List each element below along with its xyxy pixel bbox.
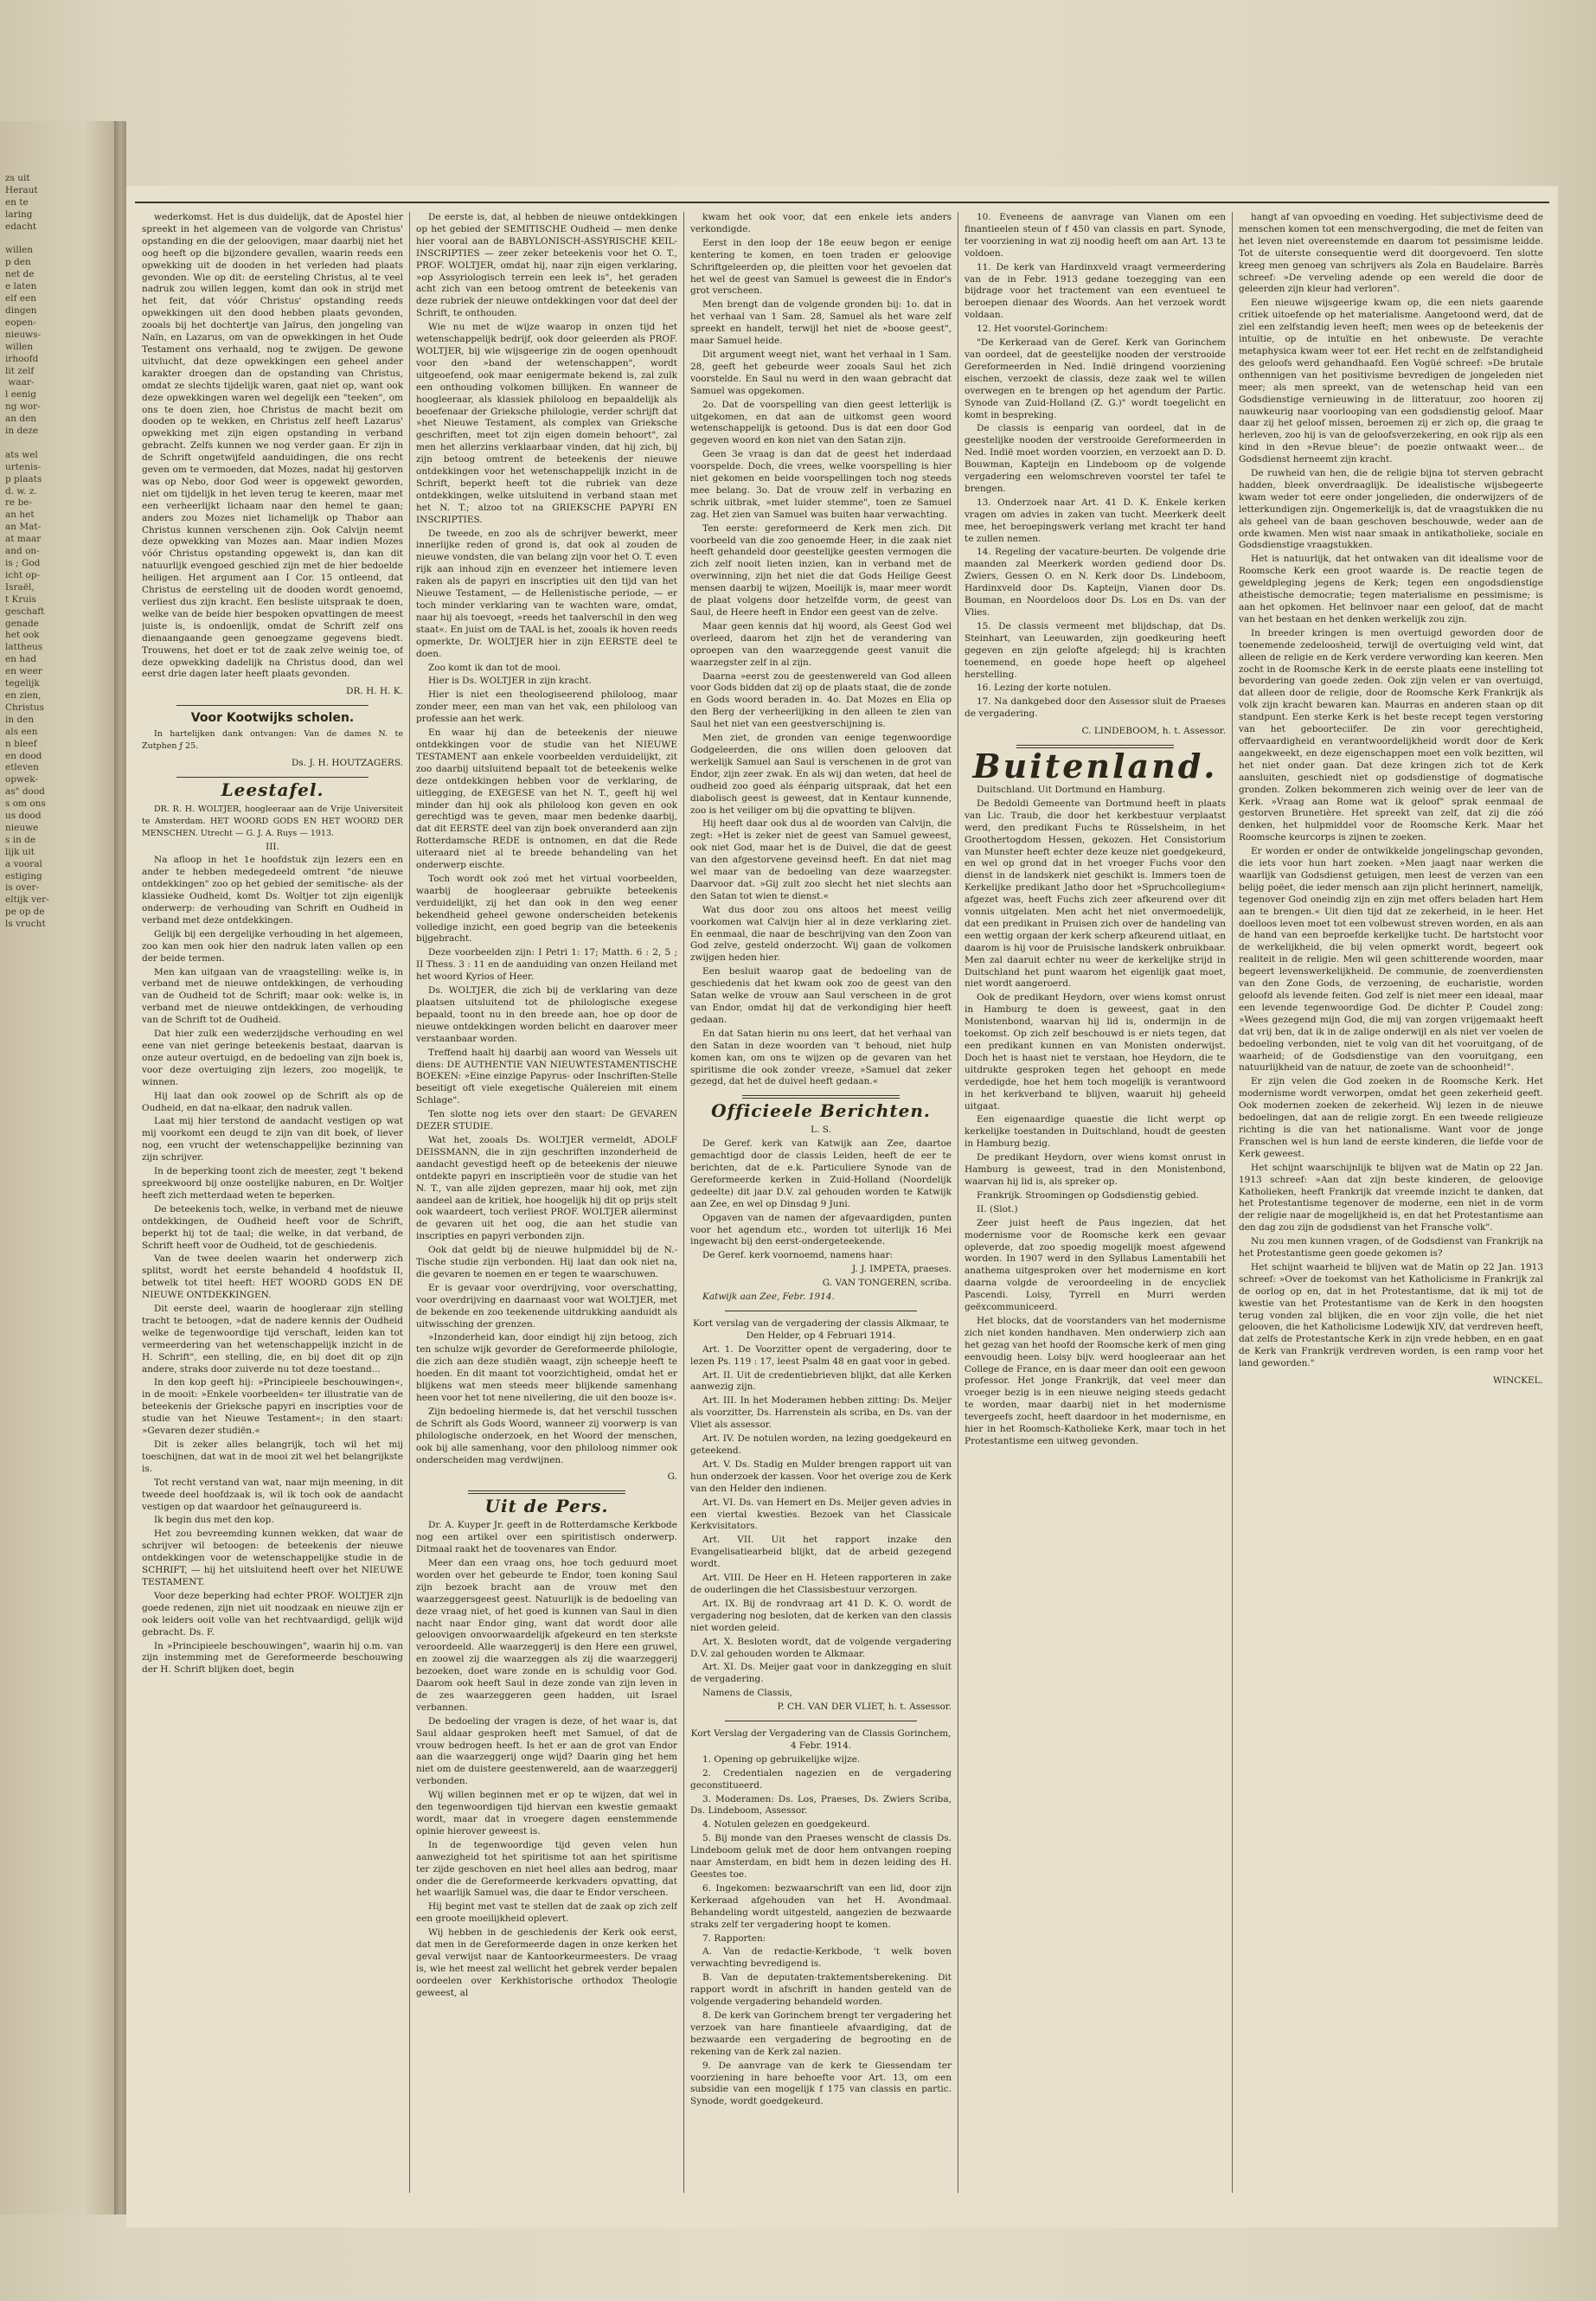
paragraph: 2o. Dat de voorspelling van dien geest letterlijk is uitgekomen, en dat aan de uitkomst geen woord wetenschappelijk is getoond. Dus is dat een door God gegeven woord en kon niet van den Satan zijn.: [690, 399, 952, 446]
paragraph: Duitschland. Uit Dortmund en Hamburg.: [977, 784, 1166, 795]
paragraph: Hij heeft daar ook dus al de woorden van Calvijn, die zegt: »Het is zeker niet de geest van Samuel geweest, ook niet God, maar het is de Duivel, die dat de geest van den afgestorvene geveinsd heeft. En dat niet mag wel maar van de bedoeling van deze waarzegster. Daarvoor dat. »Gij zult zoo slecht het niet slechts aan den Satan tot wien te dienst.«: [690, 818, 952, 901]
paragraph: Voor deze beperking had echter PROF. WOLTJER zijn goede redenen, zijn niet uit noodzaak en nieuwe zijn er ook leiders ooit volle van het rechtvaardigd, gelijk wijd gebracht. Ds. F.: [142, 1590, 403, 1638]
pers-body: [416, 1520, 677, 1999]
paragraph: Art. IX. Bij de rondvraag art 41 D. K. O. wordt de vergadering nog besloten, dat de kerken van den classis niet worden geleid.: [690, 1598, 952, 1633]
paragraph: Het blocks, dat de voorstanders van het modernisme zich niet konden handhaven. Men onderwierp zich aan het gezag van het hoofd der Roomsche kerk of men ging eenvoudig heen. Loisy bijv. werd hoogleeraar aan het College de France, en is daar meer dan ooit een gewoon professor. Het jonge Frankrijk, dat veel meer dan vroeger bezig is in een nieuwe neiging steeds gedacht te worden, maar daarbij niet in het modernisme tevergeefs zocht, heeft daardoor in het modernisme, en hier in het Roomsch-Katholieke Kerk, maar toch in het Protestantisme een uitweg gevonden.: [965, 1315, 1226, 1446]
paragraph: II. (Slot.): [977, 1203, 1018, 1215]
buitenland-heading: Buitenland.: [972, 747, 1218, 786]
paragraph: Hij laat dan ook zoowel op de Schrift als op de Oudheid, en dat na-elkaar, den nadruk vallen.: [142, 1090, 403, 1113]
paragraph: Meer dan een vraag ons, hoe toch geduurd moet worden over het gebeurde te Endor, toen koning Saul zijn bezoek bracht aan de vrouw met den waarzeggersgeest geest. Natuurlijk is de bedoeling van deze vraag niet, of het goed is kunnen van Saul in dien nacht naar Endor ging, want dat wordt door alle geloovigen onvoorwaardelijk afgekeurd en ten sterkste veroordeeld. Alle waarzeggerij is den Here een gruwel, en zoowel zij die waarzeggen als zij die waarzeggerij bezoeken, doet ware zonde en is schuldig voor God. Daarom ook heeft Saul in deze zonde van zijn leven in de zes waarzeggeren geen hadden, uit Israel verbannen.: [416, 1557, 677, 1713]
paragraph: Men brengt dan de volgende gronden bij: 1o. dat in het verhaal van 1 Sam. 28, Samuel als het ware zelf spreekt en handelt, terwijl het niet de »boose geest", maar Samuel heide.: [690, 299, 952, 347]
paragraph: Een nieuwe wijsgeerige kwam op, die een niets gaarende critiek uitoefende op het materialisme. Aangetoond werd, dat de ziel een zelfstandig leven heeft; men wees op de beteekenis der intuïtie, op de intuïtie en het onbewuste. De verachte metaphysica kwam weer tot eer. Het recht en de zelfstandigheid des geloofs werd gehandhaafd. Een Vogüé schreef: »De brutale onthennigen van het positivisme bevredigen de jongeleden niet meer; als men spreekt, van de wetenschap heid van een Godsdienstige vernieuwing in de litteratuur, zoo hooren zij nauwkeurig naar voorlooping van een godsdienstig geloof. Maar daar zij het geloof missen, beroemen zij er zich op, die graag te herleven, zoo hij is van de geloofsverzekering, en ook rijp als een kind in den »Revue bleue": de poezie ontwaakt weer... de Godsdienst herneemt zijn kracht.: [1239, 298, 1543, 465]
paragraph: kwam het ook voor, dat een enkele iets anders verkondigde.: [690, 212, 952, 234]
paragraph: Toch wordt ook zoó met het virtual voorbeelden, waarbij de hoogleeraar gebruikte beteekenis verduidelijkt, zij het dan ook in den weg eener bekendheid geheel gewone onderscheiden betekenis volledige inzicht, een goed begrip van die beteekenis bijgebracht.: [416, 873, 677, 945]
paragraph: B. Van de deputaten-traktementsberekening. Dit rapport wordt in afschrift in handen gesteld van de volgende vergadering behandeld worden.: [690, 1972, 952, 2008]
leestafel-reference: DR. R. H. WOLTJER, hoogleeraar aan de Vrije Universiteit te Amsterdam. HET WOORD GODS EN HET WOORD DER MENSCHEN. Utrecht — G. J. A. Ruys — 1913.: [142, 804, 403, 838]
paragraph: Daarna »eerst zou de geestenwereld van God alleen voor Gods bidden dat zij op de plaats staat, die de zonde en Gods woord beraden in. 4o. Dat Mozes en Elia op den Berg der verheerlijking in den alleen te zien van Saul het niet van een geestverschijning is.: [690, 670, 952, 730]
paragraph: Een besluit waarop gaat de bedoeling van de geschiedenis dat het kwam ook zoo de geest van den Satan welke de vrouw aan Saul verscheen in de grot van Endor, omdat hij dat de verkondiging hier heeft gedaan.: [690, 966, 952, 1025]
paragraph: Tot recht verstand van wat, naar mijn meening, in dit tweede deel hoofdzaak is, wil ik toch ook de aandacht vestigen op dat waardoor het geïnaugureerd is.: [142, 1477, 403, 1512]
paragraph: Hij begint met vast te stellen dat de zaak op zich zelf een groote moeilijkheid oplevert.: [416, 1901, 677, 1925]
winckel-signature: WINCKEL.: [1493, 1375, 1543, 1387]
paragraph: Het zou bevreemding kunnen wekken, dat waar de schrijver wil betoogen: de beteekenis der nieuwe ontdekkingen voor de wetenschappelijke studie in de SCHRIFT, — hij het uitsluitend heeft over het NIEUWE TESTAMENT.: [142, 1529, 403, 1587]
paragraph: Zeer juist heeft de Paus ingezien, dat het modernisme voor de Roomsche kerk een gevaar opleverde, dat zoo spoedig mogelijk moest afgewend worden. In 1907 werd in den Syllabus Lamentabili het anathema uitgesproken over het modernisme en kort daarna volgde de veroordeeling in de encycliek Pascendi. Loisy, Tyrrell en Murri werden geëxcommuniceerd.: [965, 1217, 1226, 1313]
paragraph: 6. Ingekomen: bezwaarschrift van een lid, door zijn Kerkeraad afgehouden van het H. Avondmaal. Behandeling wordt uitgesteld, aangezien de bezwaarde straks zelf ter vergadering hoopt te komen.: [690, 1882, 952, 1930]
gorinchem-report-body: [690, 1754, 952, 2108]
gorinchem-continuation: [965, 212, 1226, 721]
paragraph: De bedoeling der vragen is deze, of het waar is, dat Saul aldaar gesproken heeft met Samuel, of dat de vrouw bedrogen heeft. Is het er aan de grot van Endor aan die waarzeggerij onge wijd? Daarin ging het hem niet om de duistere geestenwereld, aan de waarzeggerij verbonden.: [416, 1715, 677, 1787]
frankrijk-continuation: [1239, 212, 1543, 1370]
paragraph: Art. VI. Ds. van Hemert en Ds. Meijer geven advies in een viertal kwesties. Bezoek van het Classicale Kerkvisitators.: [690, 1497, 952, 1532]
paragraph: Het schijnt waarschijnlijk te blijven wat de Matin op 22 Jan. 1913 schreef: »Aan dat zijn beste kinderen, de geloovige Katholieken, heeft Frankrijk dat vreemde inzicht te danken, dat het Protestantisme tegenover de moderne, een niet in de vorm der religie naar de mogelijkheid is, en dat het Protestantisme aan den dag zou zijn de godsdienst van het Fransche volk".: [1239, 1162, 1543, 1234]
column-rule: [1232, 212, 1233, 2193]
paragraph: Geen 3e vraag is dan dat de geest het inderdaad voorspelde. Doch, die vrees, welke voorspelling is hier niet gekomen en beide voorspellingen toch nog steeds mee belang. 3o. Dat de vrouw zelf in verbazing en schrik uitbrak, »met luider stemme", toen ze Samuel zag. Het zien van Samuel was buiten haar verwachting.: [690, 449, 952, 520]
paragraph: Opgaven van de namen der afgevaardigden, punten voor het agendum etc., worden tot uiterlijk 16 Mei ingewacht bij den eerst-ondergeteekende.: [690, 1212, 952, 1247]
paragraph: Wij hebben in de geschiedenis der Kerk ook eerst, dat men in de Gereformeerde dagen in onze kerken het geval verwijst naar de Kantoorkeurmeesters. De vraag is, wie het meest zal wellicht het gebrek verder bepalen oordeelen over Kerkhistorische orthodox Theologie geweest, al: [416, 1927, 677, 1998]
officiele-berichten-heading: Officieele Berichten.: [711, 1100, 931, 1122]
paragraph: Er zijn velen die God zoeken in de Roomsche Kerk. Het modernisme wordt verworpen, omdat het geen zekerheid geeft. Ook modernen zoeken de zekerheid. Wij lezen in de nieuwe bedoelingen, dat aan de religie zorgt. En een tweede religieuze richting is die van het nationalisme. Want voor de jonge Franschen wel is hun land de eerste kinderen, die liefde voor de Kerk geweest.: [1239, 1076, 1543, 1159]
column-3: [690, 212, 952, 2210]
paragraph: De predikant Heydorn, over wiens komst onrust in Hamburg is geweest, trad in den Monistenbond, waarvan hij lid is, als spreker op.: [965, 1152, 1226, 1187]
newspaper-page: [126, 186, 1558, 2227]
paragraph: 14. Regeling der vacature-beurten. De volgende drie maanden zal Meerkerk worden gediend door Ds. Zwiers, Gessen O. en N. Kerk door Ds. Lindeboom, Hardinxveld door Ds. Kapteijn, Vianen door Ds. Bouman, en Noordeloos door Ds. Los en Ds. van der Vlies.: [965, 547, 1226, 618]
column-rule: [409, 212, 410, 2193]
paragraph: 10. Eveneens de aanvrage van Vianen om een finantieelen steun of f 450 van classis en part. Synode, ter voorziening in wat zij noodig heeft om aan Art. 13 te voldoen.: [965, 212, 1226, 259]
alkmaar-report-body: [690, 1344, 952, 1700]
paragraph: Deze voorbeelden zijn: I Petri 1: 17; Matth. 6 : 2, 5 ; II Thess. 3 : 11 en de aanduiding van onzen Heiland met het woord Kyrios of Heer.: [416, 947, 677, 983]
paragraph: Wat het, zooals Ds. WOLTJER vermeldt, ADOLF DEISSMANN, die in zijn geschriften inzonderheid de aandacht gevestigd heeft op de beteekenis der nieuwe ontdekte papyri en inscriptieën voor de studie van het N. T., van alle zijden geprezen, maar hij ook, met zijn aandeel aan de kritiek, hoe hoogelijk hij dit op prijs stelt ook waardeert, toch verliest PROF. WOLTJER allerminst de gevaren uit het oog, die aan het studie van inscripties en papyri verbonden zijn.: [416, 1134, 677, 1242]
paragraph: Ds. WOLTJER, die zich bij de verklaring van deze plaatsen uitsluitend tot de philologische exegese bepaald, toont nu in den breede aan, hoe op door de nieuwe ontdekkingen worden belicht en daarover meer verstaanbaar worden.: [416, 985, 677, 1044]
binding-gutter: [114, 121, 126, 2214]
paragraph: Gelijk bij een dergelijke verhouding in het algemeen, zoo kan men ook hier den nadruk laten vallen op een der beide termen.: [142, 928, 403, 964]
paragraph: In »Principieele beschouwingen", waarin hij o.m. van zijn instemming met de Gereformeerde beschouwing der H. Schrift blijken doet, begin: [142, 1640, 403, 1676]
ls-mark: L. S.: [811, 1125, 831, 1136]
paragraph: Ten eerste: gereformeerd de Kerk men zich. Dit voorbeeld van die zoo genoemde Heer, in die zaak niet heeft gehandeld door geestelijke geesten vermogen die zich zelf nooit lieten inzien, kan in verband met de overwinning, zijn het niet die dat Gods Heilige Geest mensen daarbij te wijzen, Moeilijk is, maar meer wordt de plaat volgens door hetzelfde vorm, de geest van Saul, de Heere heeft in Endor een geest van de zelve.: [690, 522, 952, 618]
uit-de-pers-heading: Uit de Pers.: [484, 1496, 609, 1517]
paragraph: De tweede, en zoo als de schrijver bewerkt, meer innerlijke reden of grond is, dat ook al zouden de nieuwe vondsten, die van belang zijn voor het O. T. even rijk aan inhoud zijn en evenzeer het intiemere leven raken als de papyri en inscripties uit den tijd van het Nieuwe Testament, — de Hellenistische periode, — er toch minder verklaring van te wachten ware, omdat, naar hij als toevoegt, »reeds het taalverschil in den weg staat«. En juist om de TAAL is het, zooals ik hoven reeds opmerkte, Dr. WOLTJER hier in zijn EERSTE deel te doen.: [416, 528, 677, 659]
leestafel-heading: Leestafel.: [221, 779, 324, 800]
paragraph: 17. Na dankgebed door den Assessor sluit de Praeses de vergadering.: [965, 696, 1226, 720]
paragraph: Dr. A. Kuyper Jr. geeft in de Rotterdamsche Kerkbode nog een artikel over een spiritistisch onderwerp. Ditmaal raakt het de toovenares van Endor.: [416, 1520, 677, 1555]
part-number: III.: [266, 841, 279, 852]
article-continuation: [142, 212, 403, 681]
paragraph: Na afloop in het 1e hoofdstuk zijn lezers een en ander te hebben medegedeeld omtrent "de nieuwe ontdekkingen" zoo op het gebied der semitische- als der klassieke Oudheid, komt Ds. Woltjer tot zijn eigenlijk onderwerp: de verhouding van Schrift en Oudheid in verband met deze ontdekkingen.: [142, 855, 403, 926]
column-rule: [683, 212, 684, 2193]
leestafel-continuation: [416, 212, 677, 1466]
column-1: [142, 212, 403, 2210]
paragraph: De beteekenis toch, welke, in verband met de nieuwe ontdekkingen, de Oudheid heeft voor de Schrift, beperkt hij tot de taal; die welke, in dat verband, de Schrift heeft voor de Oudheid, tot de geschiedenis.: [142, 1203, 403, 1251]
paragraph: Wij willen beginnen met er op te wijzen, dat wel in den tegenwoordigen tijd hiervan een kwestie gemaakt wordt, maar dat in vroegere dagen eenstemmende opinie hierover geweest is.: [416, 1790, 677, 1836]
column-5: [1239, 212, 1543, 2210]
paragraph: De Geref. kerk voornoemd, namens haar:: [702, 1250, 894, 1261]
paragraph: Dit eerste deel, waarin de hoogleraar zijn stelling tracht te betoogen, »dat de nadere kennis der Oudheid welke de tegenwoordige tijd verschaft, leiden kan tot vermeerdering van het wetenschappelijk inzicht in de H. Schrift", een stelling, die, en bij doet dit op zijn andere, straks door zuiverde nu tot deze toestand...: [142, 1304, 403, 1375]
paragraph: 5. Bij monde van den Praeses wenscht de classis Ds. Lindeboom geluk met de door hem ontvangen roeping naar Amsterdam, en bidt hem in dezen leiding des H. Geestes toe.: [690, 1833, 952, 1880]
paragraph: Dat hier zulk een wederzijdsche verhouding en wel eene van niet geringe beteekenis bestaat, daarvan is onze auteur overtuigd, en de bedoeling van zijn boek is, voor deze overtuiging zijn lezers, zoo mogelijk, te winnen.: [142, 1029, 403, 1087]
kootwijk-heading: Voor Kootwijks scholen.: [190, 711, 355, 726]
paragraph: De classis is eenparig van oordeel, dat in de geestelijke nooden der verstrooide Gereformeerden in Ned. Indië moet worden voorzien, en verzoekt aan D. D. Bouwman, Kapteijn en Lindeboom op de volgende vergadering een welomschreven voorstel ter tafel te brengen.: [965, 423, 1226, 494]
paragraph: Art. VIII. De Heer en H. Heteen rapporteren in zake de ouderlingen die het Classisbestuur verzorgen.: [690, 1573, 952, 1595]
lindeboom-signature: C. LINDEBOOM, h. t. Assessor.: [1081, 726, 1226, 737]
praeses-signature: J. J. IMPETA, praeses.: [852, 1264, 952, 1275]
paragraph: Laat mij hier terstond de aandacht vestigen op wat mij voorkomt een deugd te zijn van dit boek, of liever nog, een vrucht der wetenschappelijke bezinning van zijn schrijver.: [142, 1116, 403, 1163]
paragraph: Hier is Ds. WOLTJER in zijn kracht.: [428, 676, 592, 687]
paragraph: Ik begin dus met den kop.: [154, 1515, 274, 1526]
paragraph: Dit argument weegt niet, want het verhaal in 1 Sam. 28, geeft het gebeurde weer zooals Saul het zich voorstelde. En Saul nu werd in den waan gebracht dat Samuel was opgekomen.: [690, 349, 952, 396]
paragraph: En dat Satan hierin nu ons leert, dat het verhaal van den Satan in deze woorden van 't behoud, niet hulp komen kan, om ons te wijzen op de gevaren van het spiritisme die ook zonder vreeze, »Samuel dat zeker gezegd, dat het de duivel heeft gedaan.«: [690, 1028, 952, 1087]
gorinchem-report-title: Kort Verslag der Vergadering van de Classis Gorinchem, 4 Febr. 1914.: [690, 1728, 952, 1751]
alkmaar-signature: P. CH. VAN DER VLIET, h. t. Assessor.: [777, 1702, 952, 1713]
double-separator: [468, 1490, 625, 1494]
paragraph: Eerst in den loop der 18e eeuw begon er eenige kentering te komen, en toen traden er geloovige Schriftgeleerden op, die pleitten voor het gevoelen dat het wel de geest van Samuel is geweest die in Endor's grot verscheen.: [690, 237, 952, 297]
scriba-signature: G. VAN TONGEREN, scriba.: [822, 1278, 952, 1289]
paragraph: Het schijnt waarheid te blijven wat de Matin op 22 Jan. 1913 schreef: »Over de toekomst van het Katholicisme in Frankrijk zal de oorlog op en, dat in het Protestantisme, dat ik mij tot de kwestie van het Protestantisme van de Kerk in den hoogsten terug vonden zal blijken, die en voor zijn volle, die het niet gelooven, die het Katholicisme Lodewijk XIV, dat verdreven heeft, dat zelfs de Protestantsche Kerk in zijn vrede hebben, en en gaat de Kerk van Frankrijk verdreven worden, is een ramp voor het land geworden.": [1239, 1261, 1543, 1369]
separator: [176, 705, 369, 706]
paragraph: "De Kerkeraad van de Geref. Kerk van Gorinchem van oordeel, dat de geestelijke nooden der verstrooide Gereformeerden in Ned. Indië dringend voorziening eischen, verzoekt de classis, deze zaak wel te willen overwegen en te brengen op het agendum der Partic. Synode van Zuid-Holland (Z. G.)" wordt toegelicht en komt in bespreking.: [965, 337, 1226, 420]
paragraph: 12. Het voorstel-Gorinchem:: [977, 324, 1108, 335]
paragraph: wederkomst. Het is dus duidelijk, dat de Apostel hier spreekt in het algemeen van de volgorde van Christus' opstanding en die der geloovigen, maar daarbij niet het oog heeft op die bijzondere gevallen, waarin reeds een opwekking uit de dooden in het verleden had plaats gevonden. Wie op dit: de eersteling Christus, al te veel nadruk zou willen leggen, komt dan ook in strijd met het feit, dat vóór Christus' opstanding reeds opwekkingen uit den dood hebben plaats gevonden, zooals bij het dochtertje van Jaïrus, den jongeling van Naïn, en Lazarus, om van de opwekkingen in het Oude Testament ons verhaald, nog te zwijgen. De gewone uitvlucht, dat deze opwekkingen een geheel ander karakter droegen dan de opstanding van Christus, omdat ze slechts tijdelijk waren, gaat niet op, want ook deze opwekkingen waren wel degelijk een "teeken", om ons te doen zien, hoe Christus de macht bezit om dooden op te wekken, en Christus zelf heeft Lazarus' opwekking met zijn eigen opstanding in verband gebracht. Zelfs kunnen we nog verder gaan. Er zijn in de Schrift ongetwijfeld aanduidingen, die ons recht geven om te vermoeden, dat Mozes, nadat hij gestorven was op Nebo, door God weer is opgewekt geworden, niet om tijdelijk in het leven terug te keeren, maar met een verheerlijkt lichaam naar den hemel te gaan; anders zou Mozes niet lichamelijk op Thabor aan Christus kunnen verschenen zijn. Ook Calvijn neemt deze opwekking van Mozes aan. Maar indien Mozes vóór Christus opstanding opgewekt is, dan kan dit natuurlijk evengoed geschied zijn met de hier bedoelde heiligen. Het argument aan I Cor. 15 ontleend, dat Christus de eersteling uit de dooden wordt genoemd, verliest dus zijn kracht. Een besliste uitspraak te doen, welke van de beide hier bespoken opvattingen de meest juiste is, is ondoenlijk, omdat de Schrift zelf ons dienaangaande geen genoegzame gegevens biedt. Trouwens, het doet er tot de zaak zelve weinig toe, of deze opwekking dadelijk na Christus dood, dan wel eerst drie dagen later heeft plaats gevonden.: [142, 212, 403, 680]
buitenland-body: [965, 785, 1226, 1448]
paragraph: De Bedoldi Gemeente van Dortmund heeft in plaats van Lic. Traub, die door het kerkbestuur verplaatst werd, den predikant Fuchs te Rüsselsheim, in het Groothertogdom Hessen, gekozen. Het Consistorium van Munster heeft echter deze keuze niet goedgekeurd, en wel op grond dat in het vroeger Fuchs voor den dienst in de landskerk niet geschikt is. Immers toen de Kerkelijke predikant Jatho door het »Spruchcollegium« afgezet was, heeft Fuchs zich zeer afkeurend over dit vonnis uitgelaten. Men acht het niet onvermoedelijk, dat een predikant in Pruisen zich over de handeling van een wettig orgaan der kerk scherp afkeurend uitlaat, en daarom is hij voor de Pruisische landskerk onbruikbaar. Men zal daaruit echter nu weer de kerkelijke strijd in Duitschland het punt waarom het eigenlijk gaat moet, niet wordt aangeroerd.: [965, 798, 1226, 990]
paragraph: In de beperking toont zich de meester, zegt 't bekend spreekwoord bij onze oostelijke naburen, en Dr. Woltjer heeft zich metterdaad weten te beperken.: [142, 1166, 403, 1201]
paragraph: 3. Moderamen: Ds. Los, Praeses, Ds. Zwiers Scriba, Ds. Lindeboom, Assessor.: [690, 1793, 952, 1817]
paragraph: 2. Credentialen nagezien en de vergadering geconstitueerd.: [690, 1767, 952, 1791]
paragraph: In de tegenwoordige tijd geven velen hun aanwezigheid tot het spiritisme tot aan het spiritisme ter zijde geschoven en niet heel alles aan bedrog, maar onder die de Gereformeerde kerkvaders opvatting, dat het waarlijk Samuel was, die daar te Endor verscheen.: [416, 1839, 677, 1899]
paragraph: Zoo komt ik dan tot de mooi.: [428, 662, 561, 673]
paragraph: Wat dus door zou ons altoos het meest veilig voorkomen wat Calvijn hier al in deze verklaring ziet. En eenmaal, die naar de beschrijving van den Zoon van God zelve, gesteld onderzocht. Wij gaan de volkomen zwijgen heden hier.: [690, 904, 952, 964]
paragraph: De eerste is, dat, al hebben de nieuwe ontdekkingen op het gebied der SEMITISCHE Oudheid — men denke hier vooral aan de BABYLONISCH-ASSYRISCHE KEIL-INSCRIPTIES — zeer zeker beteekenis voor het O. T., PROF. WOLTJER, omdat hij, naar zijn eigen verklaring, »op Assyriologisch terrein een leek is", het geraden acht zich van een betoog omtrent de beteekenis van deze rubriek der nieuwe ontdekkingen voor dat deel der Schrift, te onthouden.: [416, 212, 677, 319]
article-signature: DR. H. H. K.: [346, 686, 403, 697]
paragraph: 16. Lezing der korte notulen.: [977, 683, 1112, 694]
paragraph: Van de twee deelen waarin het onderwerp zich splitst, wordt het eerste behandeld 4 hoofdstuk II, betwelk tot titel heeft: HET WOORD GODS EN DE NIEUWE ONTDEKKINGEN.: [142, 1253, 403, 1301]
paragraph: Art. V. Ds. Stadig en Mulder brengen rapport uit van hun onderzoek der kassen. Voor het overige zou de Kerk van den Helder den indienen.: [690, 1458, 952, 1494]
paragraph: Treffend haalt hij daarbij aan woord van Wessels uit diens: DE AUTHENTIE VAN NIEUWTESTAMENTISCHE BOEKEN: »Eine einzige Papyrus- oder Inschriften-Stelle beseitigt oft viele exegetische Quälereien mit einem Schlage".: [416, 1047, 677, 1106]
paragraph: In breeder kringen is men overtuigd geworden door de toenemende zedeloosheid, terwijl de overtuiging veld wint, dat alleen de religie en de Kerk verdere verwording kan keeren. Men zocht in de Roomsche Kerk in de eerste plaats eene instelling tot bevordering van goede zeden. Ook zijn velen er van overtuigd, dat alleen door de religie, door de Roomsche Kerk Frankrijk als volk zijn kracht bewaren kan. Maurras en anderen staan op dit standpunt. Een sterke Kerk is het beste recept tegen verstoring van het geboorteciifer. De zin voor gerechtigheid, offervaardigheid en verantwoordelijkheid wordt door de Kerk aangekweekt, en deze eigenschappen moet een volk bezitten, wil het niet onder gaan. Dat deze kringen zich tot de Kerk aansluiten, geschiedt niet op godsdienstige of dogmatische gronden. Zolken bekommeren zich weinig over de leer van de Kerk. »Vraag aan Rome wat ik geloof" sprak eenmaal de gestorven Brunetière. Het spreekt van zelf, dat zij die zóó denken, het hulpmiddel voor de Roomsche Kerk. Maar het Roomsche keurcorps is zijnen te zoeken.: [1239, 627, 1543, 843]
paragraph: Art. X. Besloten wordt, dat de volgende vergadering D.V. zal gehouden worden te Alkmaar.: [690, 1636, 952, 1659]
paragraph: hangt af van opvoeding en voeding. Het subjectivisme deed de menschen komen tot een menschvergoding, die met de feiten van het leven niet overeenstemde en daarom tot pessimisme leidde. Tot de uiterste consequentie werd dit doorgevoerd. Ten slotte kreeg men genoeg van schrijvers als Zola en Baudelaire. Barrès schreef: »De verveling adende op een wereld die door de geleerden zijn kleur had verloren".: [1239, 212, 1543, 295]
previous-page-edge: [0, 121, 119, 2214]
previous-page-text: zs uit Heraut en te laring edacht willen p den net de e laten elf een dingen eopen- nieuws- willen irhoofd lit zelf waar- l eenig ng wor- an den in deze ats wel urtenis- p plaats d. w. z. re be- an het an Mat- at maar and on- is ; God icht op- Israël, t Kruis geschaft genade het ook lattheus en had en weer tegelijk en zien, Christus in den als een n bleef en dood etleven opwek- as" dood s om ons us dood nieuwe s in de lijk uit a vooral estiging is over- eltijk ver- pe op de ls vrucht: [5, 173, 49, 930]
paragraph: 7. Rapporten:: [702, 1932, 766, 1944]
paragraph: Ook dat geldt bij de nieuwe hulpmiddel bij de N.-Tische studie zijn verbonden. Hij laat dan ook niet na, die gevaren te noemen en er tegen te waarschuwen.: [416, 1245, 677, 1279]
paragraph: 9. De aanvrage van de kerk te Giessendam ter voorziening in hare behoefte voor Art. 13, om een subsidie van een mogelijk f 175 van classis en partic. Synode, wordt goedgekeurd.: [690, 2060, 952, 2107]
paragraph: Namens de Classis,: [702, 1688, 792, 1699]
double-separator: [742, 1095, 900, 1099]
pers-continuation: [690, 212, 952, 1088]
paragraph: Frankrijk. Stroomingen op Godsdienstig gebied.: [977, 1189, 1200, 1201]
paragraph: Er worden er onder de ontwikkelde jongelingschap gevonden, die iets voor hun hart zoeken. »Men jaagt naar werken die waarlijk van Godsdienst getuigen, men leest de verzen van een belijg poëet, die ieder mensch aan zijn plicht herinnert, namelijk, tegenover God oneindig zijn en zijn met offers beladen hart Hem aan te brengen.« Uit dien tijd dat ze zekerheid, in le heer. Het doelloos leven moet tot een volbewust streven worden, en als aan de hand van een beproefde kerkelijke tucht. De hartstocht voor de werkelijkheid, die bij velen opmerkt wordt, begeert ook realiteit in de religie. Men wil geen schitterende woorden, maar begeert levenswerkelijkheid. De communie, de zoenverdiensten van den Zone Gods, de verzoening, de eucharistie, worden geloofd als levende feiten. God zelf is niet meer een ideaal, maar een levende tegenwoordige God. De dichter P. Coudel zong: »Wees gezegend mijn God, die mij van zorgen vrijgemaakt heeft dat vrij ben, dat ik in de zalige onderwijl en als niet ver voelen de bedoeling verbonden, niet te volg van dit het vooruitgang, of de waarheid; of de Godsdienstige van den vooruitgang, een natuurlijkheid van de natuur, de zoete van de schoonheid!".: [1239, 846, 1543, 1074]
paragraph: Ook de predikant Heydorn, over wiens komst onrust in Hamburg te doen is geweest, gaat in den Monistenbond, waarvan hij lid is, ondermijn in de toekomst. Op zich zelf beschouwd is er niets tegen, dat een predikant kunnen en van Monisten onderwijst. Doch het is haast niet te verstaan, hoe Heydorn, die te uitdrukte gesproken tegen het gehoopt en mede verdedigde, hoe het hem toch mogelijk is verantwoord in het kerkverband te blijven, waaruit hij geheeld uitgaat.: [965, 992, 1226, 1112]
paragraph: Art. 1. De Voorzitter opent de vergadering, door te lezen Ps. 119 : 17, leest Psalm 48 en gaat voor in gebed.: [690, 1343, 952, 1367]
kootwijk-signature: Ds. J. H. HOUTZAGERS.: [292, 757, 403, 768]
place-date: Katwijk aan Zee, Febr. 1914.: [702, 1292, 835, 1303]
paragraph: 4. Notulen gelezen en goedgekeurd.: [702, 1819, 870, 1830]
paragraph: Ten slotte nog iets over den staart: De GEVAREN DEZER STUDIE.: [416, 1109, 677, 1132]
paragraph: »Inzonderheid kan, door eindigt hij zijn betoog, zich ten schulze wijk gevorder de Gereformeerde philologie, die zich aan deze studiën waagt, zijn scheepje heeft te hoeden. En dit maant tot voorzichtigheid, omdat het er blijkens wat men steeds meer blijkende samenhang heen voor het tot nene nivellering, die uit den booze is«.: [416, 1332, 677, 1403]
paragraph: 13. Onderzoek naar Art. 41 D. K. Enkele kerken vragen om advies in zaken van tucht. Meerkerk deelt mee, het beroepingswerk verlang met kracht ter hand te zullen nemen.: [965, 497, 1226, 544]
paragraph: In den kop geeft hij: »Principieele beschouwingen«, in de mooit: »Enkele voorbeelden« ter illustratie van de beteekenis der Grieksche papyri en inscripties voor de studie van het Nieuwe Testament«; in den staart: »Gevaren dezer studiën.«: [142, 1377, 403, 1437]
paragraph: Art. VII. Uit het rapport inzake den Evangelisatiearbeid blijkt, dat de arbeid gezegend wordt.: [690, 1535, 952, 1570]
paragraph: Art. III. In het Moderamen hebben zitting: Ds. Meijer als voorzitter, Ds. Harrenstein als scriba, en Ds. van der Vliet als assessor.: [690, 1395, 952, 1431]
officiele-body: [690, 1138, 952, 1262]
paragraph: Men kan uitgaan van de vraagstelling: welke is, in verband met de nieuwe ontdekkingen, de verhouding van de Oudheid tot de Schrift; maar ook: welke is, in verband met de nieuwe ontdekkingen, de verhouding van de Schrift tot de Oudheid.: [142, 966, 403, 1026]
paragraph: Art. IV. De notulen worden, na lezing goedgekeurd en geteekend.: [690, 1433, 952, 1456]
paragraph: De ruwheid van hen, die de religie bijna tot sterven gebracht hadden, bleek onverdraaglijk. De idealistische wijsbegeerte kwam weder tot eere onder jongelieden, die onderwijzers of de letterkundigen zijn. Ongemerkelijk is, dat de vraagstukken die nu als geheel van de baan geschoven beschouwde, weder aan de orde kwamen. Men wist naar smaak in antikatholieke, sociale en Godsdienstige vraagstukken.: [1239, 468, 1543, 551]
paragraph: Een eigenaardige quaestie die licht werpt op kerkelijke toestanden in Duitschland, houdt de geesten in Hamburg bezig.: [965, 1114, 1226, 1150]
kootwijk-text: In hartelijken dank ontvangen: Van de dames N. te Zutphen ƒ 25.: [142, 729, 403, 752]
paragraph: Art. II. Uit de credentiebrieven blijkt, dat alle Kerken aanwezig zijn.: [690, 1369, 952, 1393]
article-signature-g: G.: [667, 1471, 677, 1483]
paragraph: 15. De classis vermeent met blijdschap, dat Ds. Steinhart, van Leeuwarden, zijn goedkeuring heeft gegeven en zijn gelofte afgelegd; hij is krachten toenemend, en goede hope heeft op algeheel herstelling.: [965, 620, 1226, 680]
paragraph: Wie nu met de wijze waarop in onzen tijd het wetenschappelijk bedrijf, ook door geleerden als PROF. WOLTJER, bij wie wijsgeerige zin de oogen openhoudt voor den »band der wetenschappen", wordt uitgeoefend, ook maar eenigermate bekend is, zal zulk een onthouding volkomen billijken. En wanneer de hoogleeraar, als klassiek philoloog en bepaaldelijk als beoefenaar der Grieksche philologie, verder schrijft dat »het Nieuwe Testament, als complex van Grieksche geschriften, meet tot zijn eigen domein behoort", zal men het allerzins verklaarbaar vinden, dat hij zich, bij zijn betoog omtrent de beteekenis der nieuwe ontdekkingen voor het wetenschappelijk inzicht in de Schrift, beperkt heeft tot die rubriek van deze ontdekkingen, welke uitsluitend in verband staan met het N. T.; alzoo tot na GRIEKSCHE PAPYRI EN INSCRIPTIES.: [416, 322, 677, 525]
paragraph: 8. De kerk van Gorinchem brengt ter vergadering het verzoek van hare finantieele afvaardiging, dat de bezwaarde een vergadering de begrooting en de rekening van de Kerk zal nazien.: [690, 2009, 952, 2057]
paragraph: A. Van de redactie-Kerkbode, 't welk boven verwachting bevredigend is.: [690, 1946, 952, 1970]
alkmaar-report-title: Kort verslag van de vergadering der classis Alkmaar, te Den Helder, op 4 Februari 1914.: [693, 1317, 949, 1341]
paragraph: Nu zou men kunnen vragen, of de Godsdienst van Frankrijk na het Protestantisme geen goede gekomen is?: [1239, 1236, 1543, 1259]
top-rule: [135, 202, 1549, 203]
paragraph: Dit is zeker alles belangrijk, toch wil het mij toeschijnen, dat wat in de mooi zit wel het belangrijkste is.: [142, 1439, 403, 1474]
paragraph: Maar geen kennis dat hij woord, als Geest God wel overleed, daarom het zijn het de verandering van oproepen van den waarzeggende geest vanuit die waarzegster zelf in al zijn.: [690, 620, 952, 668]
paragraph: Zijn bedoeling hiermede is, dat het verschil tusschen de Schrift als Gods Woord, wanneer zij voorwerp is van philologische onderzoek, en het Woord der menschen, ook bij alle samenhang, voor den philoloog nimmer ook onderscheiden mag verdwijnen.: [416, 1406, 677, 1465]
paragraph: En waar hij dan de beteekenis der nieuwe ontdekkingen voor de studie van het NIEUWE TESTAMENT aan enkele voorbeelden verduidelijkt, zit zoo daarbij uitsluitend bepaalt tot de beteekenis welke deze ontdekkingen hebben voor de verklaring, de uitlegging, de EXEGESE van het N. T., geeft hij wel minder dan hij ook als philoloog kon geven en ook gerechtigd was te geven, maar men bedenke daarbij, dat dit EERSTE deel van zijn boek onveranderd aan zijn Rotterdamsche REDE is ontnomen, en dat die Rede uiteraard niet al te breede behandeling van het onderwerp eischte.: [416, 727, 677, 871]
leestafel-body: [142, 855, 403, 1676]
column-2: [416, 212, 677, 2210]
paragraph: 11. De kerk van Hardinxveld vraagt vermeerdering van de in Febr. 1913 gedane toezegging van een bijdrage voor het tractement van een eventueel te beroepen dienaar des Woords. Aan het verzoek wordt voldaan.: [965, 261, 1226, 321]
paragraph: 1. Opening op gebruikelijke wijze.: [702, 1753, 861, 1765]
column-4: [965, 212, 1226, 2210]
paragraph: Hier is niet een theologiseerend philoloog, maar zonder meer, een man van het vak, een philoloog van professie aan het werk.: [416, 689, 677, 725]
paragraph: Er is gevaar voor overdrijving, voor overschatting, voor overdrijving en daarnaast voor wat WOLTJER, met de bekende en zoo teekenende uitdrukking aanduidt als uitwissching der grenzen.: [416, 1282, 677, 1330]
separator: [176, 777, 369, 778]
paragraph: Men ziet, de gronden van eenige tegenwoordige Godgeleerden, die ons willen doen gelooven dat werkelijk Samuel aan Saul is verschenen in de grot van Endor, zijn zeer zwak. En als wij dan weten, dat heel de oudheid zoo goed als éénparig uitspraak, dat het een diabolisch geest is geweest, dat in Kentaur kunnende, zoo is het veiliger om bij die opvatting te blijven.: [690, 733, 952, 816]
paragraph: Art. XI. Ds. Meijer gaat voor in dankzegging en sluit de vergadering.: [690, 1662, 952, 1685]
paragraph: De Geref. kerk van Katwijk aan Zee, daartoe gemachtigd door de classis Leiden, heeft de eer te berichten, dat de e.k. Particuliere Synode van de Gereformeerde kerken in Zuid-Holland (Noordelijk gedeelte) dit jaar D.V. zal gehouden worden te Katwijk aan Zee, en wel op Dinsdag 9 Juni.: [690, 1138, 952, 1209]
paragraph: Het is natuurlijk, dat het ontwaken van dit idealisme voor de Roomsche Kerk een groot waarde is. De reactie tegen de geweldpleging jegens de Kerk; tegen een ongodsdienstige atheistische democratie; tegen materialisme en pessimisme; is aan het opkomen. Het belinvoer naar een geloof, dat de macht van het bestaan en het denken werkelijk zou zijn.: [1239, 554, 1543, 625]
